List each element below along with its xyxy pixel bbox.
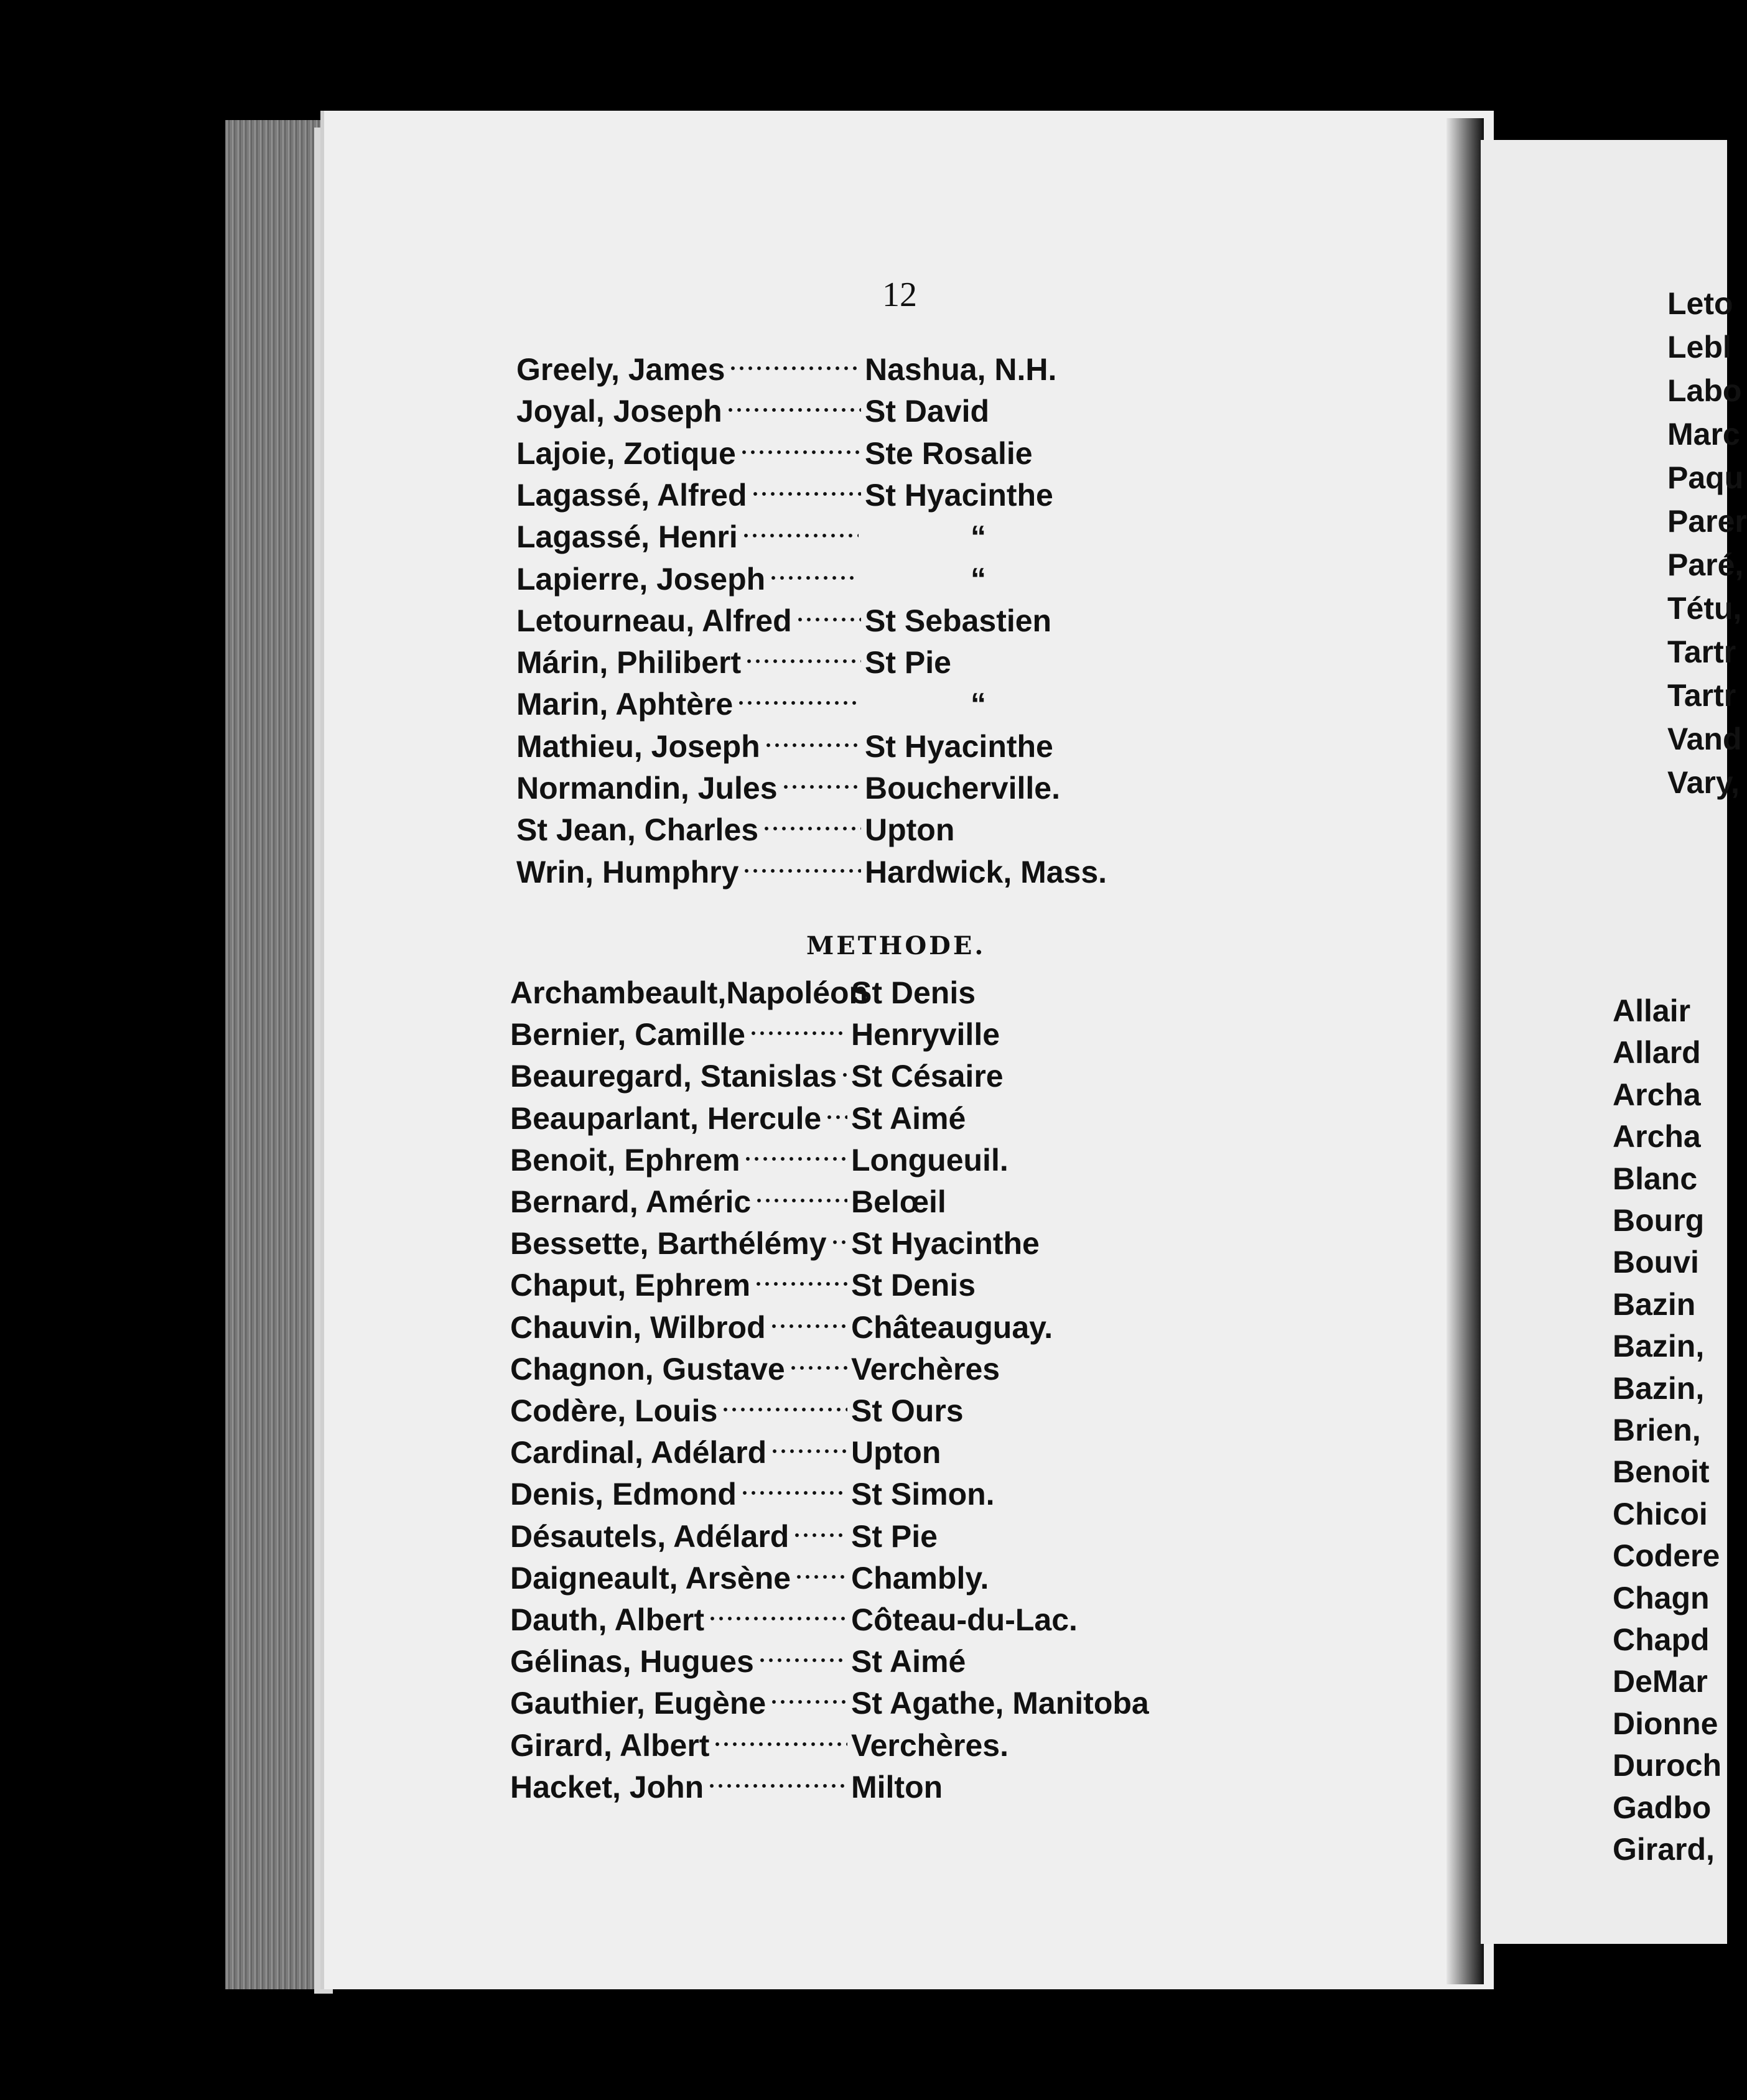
leader-dots — [825, 1115, 847, 1120]
list-entry — [516, 725, 1139, 768]
entry-place: St Aimé — [851, 1644, 966, 1680]
right-page-entry: Gadbo — [1613, 1790, 1712, 1825]
entry-name: Benoit, Ephrem — [510, 1142, 740, 1178]
entry-place: Upton — [865, 812, 955, 848]
list-entry — [510, 1473, 1132, 1515]
entry-name: Bernard, Améric — [510, 1184, 752, 1219]
entry-name: Joyal, Joseph — [516, 394, 722, 429]
entry-place: Boucherville. — [865, 771, 1060, 806]
entry-name: Márin, Philibert — [516, 645, 742, 681]
leader-dots — [707, 1783, 847, 1788]
leader-dots — [770, 1449, 847, 1454]
leader-dots — [770, 1324, 847, 1329]
entry-place: “ — [971, 687, 986, 722]
list-entry — [510, 1181, 1132, 1223]
list-entry — [510, 1055, 1132, 1097]
entry-place: Verchères. — [851, 1727, 1009, 1763]
list-entry — [510, 1390, 1132, 1432]
entry-name: Chagnon, Gustave — [510, 1351, 785, 1387]
entry-place: Châteauguay. — [851, 1309, 1053, 1345]
right-page-entry: Vary, — [1667, 765, 1740, 800]
leader-dots — [755, 1198, 847, 1203]
entry-place: St Denis — [851, 975, 976, 1010]
entry-place: Hardwick, Mass. — [865, 854, 1107, 890]
entry-name: Wrin, Humphry — [516, 854, 739, 890]
entry-place: Milton — [851, 1769, 943, 1805]
leader-dots — [729, 366, 861, 371]
right-page-entry: DeMar — [1613, 1664, 1708, 1699]
list-entry — [510, 1515, 1132, 1558]
leader-dots — [762, 826, 861, 831]
right-page-entry: Bazin, — [1613, 1370, 1705, 1406]
entry-place: Longueuil. — [851, 1142, 1009, 1178]
entry-place: St Pie — [865, 645, 951, 681]
leader-dots — [758, 1658, 847, 1663]
entry-place: St Hyacinthe — [865, 728, 1053, 764]
leader-dots — [749, 1031, 847, 1036]
right-page-entry: Tartr — [1667, 678, 1736, 713]
leader-dots — [740, 450, 861, 455]
entry-place: St Césaire — [851, 1059, 1004, 1094]
entry-name: Chauvin, Wilbrod — [510, 1309, 766, 1345]
entry-place: Belœil — [851, 1184, 946, 1219]
list-entry — [516, 683, 1139, 725]
right-page-entry: Labo — [1667, 373, 1742, 408]
entry-place: Upton — [851, 1435, 941, 1470]
leader-dots — [769, 575, 859, 580]
entry-name: Cardinal, Adélard — [510, 1435, 767, 1470]
right-page-entry: Allair — [1613, 993, 1691, 1028]
entry-name: Greely, James — [516, 352, 725, 387]
right-page-entry: Tétu, — [1667, 591, 1742, 626]
list-entry — [510, 1557, 1132, 1599]
book-gutter — [1447, 118, 1484, 1984]
list-entry — [510, 1097, 1132, 1140]
right-page-entry: Chapd — [1613, 1622, 1710, 1657]
entry-name: Lajoie, Zotique — [516, 435, 736, 471]
right-page-entry: Archa — [1613, 1077, 1701, 1112]
entry-name: Girard, Albert — [510, 1727, 710, 1763]
list-entry — [516, 767, 1139, 809]
entry-name: Bernier, Camille — [510, 1017, 745, 1052]
entry-name: Archambeault,Napoléon — [510, 975, 869, 1010]
entry-name: Lagassé, Henri — [516, 519, 738, 555]
list-entry — [516, 390, 1139, 432]
entry-place: St Hyacinthe — [865, 477, 1053, 513]
leader-dots — [742, 533, 859, 538]
right-page-entry: Girard, — [1613, 1832, 1715, 1867]
leader-dots — [708, 1616, 847, 1621]
entry-name: Lagassé, Alfred — [516, 477, 747, 513]
entry-place: St Ours — [851, 1393, 964, 1428]
list-entry — [516, 474, 1139, 516]
right-page-entry: Allard — [1613, 1035, 1701, 1071]
leader-dots — [796, 617, 861, 622]
right-page-entry: Brien, — [1613, 1413, 1701, 1447]
leader-dots — [737, 700, 859, 705]
entry-place: “ — [971, 561, 986, 597]
entry-name: Denis, Edmond — [510, 1477, 737, 1512]
entry-name: Marin, Aphtère — [516, 687, 734, 722]
list-entry — [516, 516, 1139, 558]
entry-place: St Simon. — [851, 1477, 995, 1512]
right-page-entry: Benoit — [1613, 1454, 1710, 1490]
entry-place: “ — [971, 519, 986, 555]
entry-name: Beauregard, Stanislas — [510, 1059, 837, 1094]
right-page-entry: Parer — [1667, 504, 1747, 539]
entry-name: Letourneau, Alfred — [516, 603, 792, 638]
leader-dots — [743, 1156, 847, 1161]
entry-name: Beauparlant, Hercule — [510, 1100, 822, 1136]
right-page-entry: Paré, — [1667, 547, 1744, 582]
list-entry — [510, 1139, 1132, 1181]
right-page-entry: Lebl — [1667, 330, 1731, 365]
right-page-entry: Bouvi — [1613, 1245, 1699, 1280]
leader-dots — [740, 1490, 847, 1495]
entry-name: Daigneault, Arsène — [510, 1560, 791, 1596]
entry-place: St Hyacinthe — [851, 1226, 1040, 1261]
right-page-entry: Archa — [1613, 1119, 1701, 1155]
leader-dots — [726, 407, 861, 412]
section-heading: METHODE. — [806, 931, 986, 960]
entry-name: Désautels, Adélard — [510, 1518, 790, 1554]
right-page-entry: Tartr — [1667, 634, 1736, 669]
leader-dots — [781, 784, 861, 789]
entry-name: Dauth, Albert — [510, 1602, 705, 1637]
list-entry — [510, 1724, 1132, 1767]
right-page-entry: Vand — [1667, 722, 1742, 756]
leader-dots — [721, 1407, 847, 1412]
leader-dots — [794, 1574, 847, 1579]
entry-name: Hacket, John — [510, 1769, 704, 1805]
entry-name: Bessette, Barthélémy — [510, 1226, 827, 1261]
entry-name: Mathieu, Joseph — [516, 728, 760, 764]
list-entry — [516, 432, 1139, 475]
entry-place: St Agathe, Manitoba — [851, 1686, 1149, 1721]
entry-place: Nashua, N.H. — [865, 352, 1057, 387]
book-spine — [225, 120, 325, 1989]
right-page-entry: Leto — [1667, 286, 1733, 321]
right-page-entry: Chicoi — [1613, 1496, 1708, 1531]
right-page-entry: Bazin — [1613, 1286, 1696, 1322]
right-page-entry: Blanc — [1613, 1161, 1698, 1196]
right-page — [1481, 140, 1747, 1944]
entry-place: St Denis — [851, 1268, 976, 1303]
right-page-entry: Chagn — [1613, 1580, 1710, 1615]
list-entry — [510, 1682, 1149, 1724]
entry-name: Lapierre, Joseph — [516, 561, 766, 597]
page-number: 12 — [882, 276, 917, 314]
leader-dots — [789, 1365, 847, 1370]
leader-dots — [754, 1281, 847, 1286]
entry-place: St David — [865, 394, 990, 429]
leader-dots — [764, 743, 861, 748]
leader-dots — [751, 491, 861, 496]
list-entry — [516, 600, 1139, 642]
list-entry — [510, 1306, 1132, 1349]
entry-place: St Aimé — [851, 1100, 966, 1136]
entry-place: St Pie — [851, 1518, 938, 1554]
list-entry — [516, 851, 1139, 893]
leader-dots — [742, 868, 861, 873]
right-page-entry: Paqu — [1667, 460, 1744, 495]
leader-dots — [713, 1742, 847, 1747]
leader-dots — [793, 1533, 847, 1538]
right-page-entry: Codere — [1613, 1538, 1720, 1574]
entry-name: Chaput, Ephrem — [510, 1268, 751, 1303]
right-page-entry: Bourg — [1613, 1203, 1705, 1238]
leader-dots — [841, 1072, 847, 1077]
leader-dots — [745, 659, 861, 664]
list-entry — [510, 1013, 1132, 1056]
entry-place: St Sebastien — [865, 603, 1052, 638]
list-entry — [516, 558, 1139, 600]
list-entry — [516, 348, 1139, 391]
entry-name: Normandin, Jules — [516, 771, 778, 806]
entry-place: Chambly. — [851, 1560, 989, 1596]
right-page-entry: Bazin, — [1613, 1329, 1705, 1364]
list-entry — [510, 1599, 1132, 1641]
entry-place: Verchères — [851, 1351, 1000, 1387]
list-entry — [516, 809, 1139, 851]
entry-place: Henryville — [851, 1017, 1000, 1052]
list-entry — [510, 1222, 1132, 1265]
list-entry — [516, 641, 1139, 684]
entry-name: Codère, Louis — [510, 1393, 718, 1428]
leader-dots — [770, 1699, 847, 1704]
list-entry — [510, 1766, 1132, 1808]
list-entry — [510, 1348, 1132, 1390]
entry-place: Côteau-du-Lac. — [851, 1602, 1078, 1637]
entry-place: Ste Rosalie — [865, 435, 1033, 471]
entry-name: Gauthier, Eugène — [510, 1686, 766, 1721]
list-entry — [510, 972, 1132, 1014]
entry-name: Gélinas, Hugues — [510, 1644, 754, 1680]
list-entry — [510, 1264, 1132, 1306]
right-page-entry: Duroch — [1613, 1748, 1721, 1783]
list-entry — [510, 1431, 1132, 1474]
list-entry — [510, 1640, 1132, 1683]
leader-dots — [831, 1240, 847, 1245]
right-page-entry: Marc — [1667, 417, 1740, 452]
entry-name: St Jean, Charles — [516, 812, 759, 848]
right-page-entry: Dionne — [1613, 1706, 1718, 1741]
